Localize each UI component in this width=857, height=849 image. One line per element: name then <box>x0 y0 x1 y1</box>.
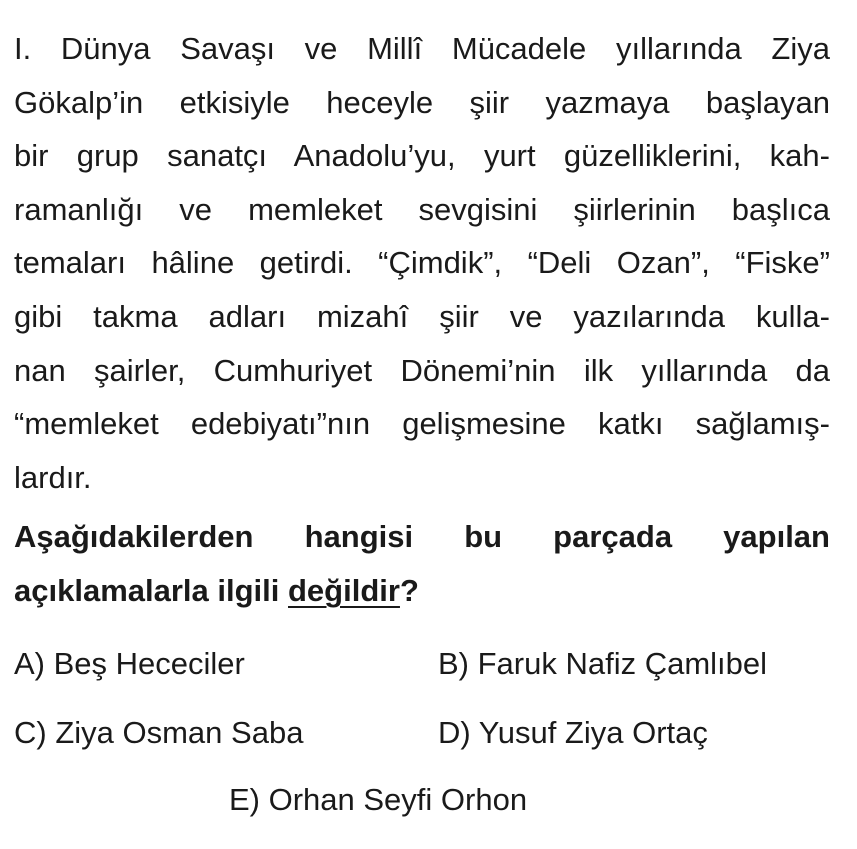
passage-line: ramanlığı ve memleket sevgisini şiirlerinin başlıca <box>14 191 830 227</box>
passage-line: bir grup sanatçı Anadolu’yu, yurt güzelliklerini, kah- <box>14 138 830 174</box>
passage-line: Gökalp’in etkisiyle heceyle şiir yazmaya başlayan <box>14 84 830 120</box>
option-a[interactable]: A) Beş Hececiler <box>14 646 245 681</box>
option-e[interactable]: E) Orhan Seyfi Orhon <box>229 782 528 817</box>
passage-line: temaları hâline getirdi. “Çimdik”, “Deli Ozan”, “Fiske” <box>14 245 830 281</box>
question-line <box>14 564 830 618</box>
question-prefix: açıklamalarla ilgili <box>14 573 288 608</box>
option-d[interactable]: D) Yusuf Ziya Ortaç <box>438 715 708 750</box>
option-c[interactable]: C) Ziya Osman Saba <box>14 715 304 750</box>
question-mark: ? <box>399 573 419 608</box>
passage-line: “memleket edebiyatı”nın gelişmesine katkı sağlamış- <box>14 406 830 442</box>
reading-passage <box>14 22 830 504</box>
passage-line: lardır. <box>14 459 92 495</box>
passage-line: I. Dünya Savaşı ve Millî Mücadele yıllarında Ziya <box>14 31 830 66</box>
passage-line: gibi takma adları mizahî şiir ve yazılarında kulla- <box>14 298 830 334</box>
option-b[interactable]: B) Faruk Nafiz Çamlıbel <box>438 646 768 681</box>
question-line: Aşağıdakilerden hangisi bu parçada yapılan <box>14 519 830 554</box>
negation-emphasis: değildir <box>288 573 400 608</box>
question-stem <box>14 510 830 618</box>
passage-line: nan şairler, Cumhuriyet Dönemi’nin ilk yıllarında da <box>14 352 830 388</box>
